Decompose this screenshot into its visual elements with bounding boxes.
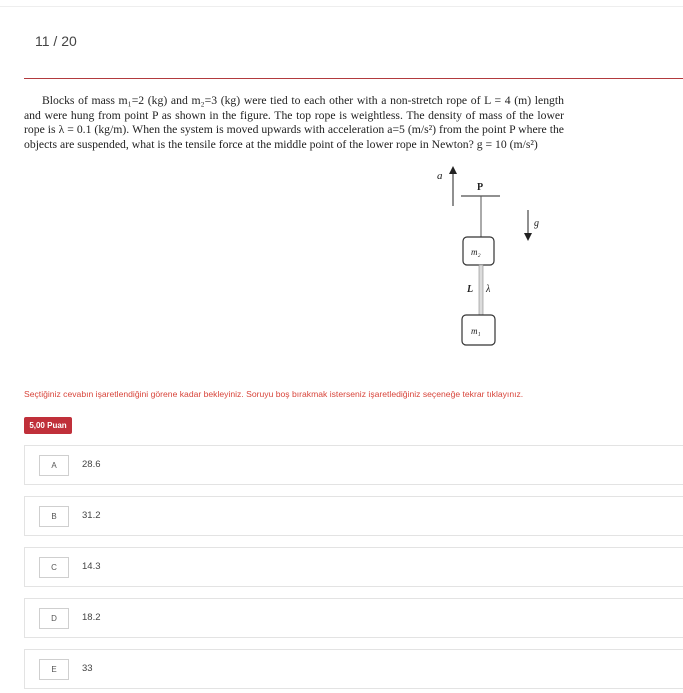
option-letter-box[interactable]: D: [39, 608, 69, 629]
option-a[interactable]: [24, 445, 683, 485]
rope-diagram: [428, 166, 558, 356]
question-paragraph: Blocks of mass m₁=2 (kg) and m₂=3 (kg) were tied to each other with a non-stretch rope of L = 4 (m) length and were hung from point P as shown in the figure. The top rope is weightless. The density of mass of the lower rope is λ = 0.1 (kg/m). When the system is moved upwards with acceleration a=5 (m/s²) from the point P where the objects are suspended, what is the tensile force at the middle point of the lower rope in Newton? g = 10 (m/s²): [24, 94, 564, 151]
option-letter-box[interactable]: E: [39, 659, 69, 680]
option-d[interactable]: [24, 598, 683, 638]
option-value: 31.2: [82, 510, 101, 521]
question-counter: 11 / 20: [35, 33, 77, 49]
header-divider: [24, 78, 683, 79]
lower-rope: [479, 265, 483, 315]
option-letter-box[interactable]: B: [39, 506, 69, 527]
option-b[interactable]: [24, 496, 683, 536]
option-value: 14.3: [82, 561, 101, 572]
option-value: 28.6: [82, 459, 101, 470]
option-value: 33: [82, 663, 93, 674]
gravity-arrowhead: [524, 233, 532, 241]
option-letter-box[interactable]: A: [39, 455, 69, 476]
option-c[interactable]: [24, 547, 683, 587]
acceleration-label: a⃗: [437, 170, 452, 182]
gravity-label: g⃗: [534, 218, 547, 229]
option-letter-box[interactable]: C: [39, 557, 69, 578]
top-border: [0, 6, 683, 7]
question-text: [24, 94, 564, 152]
density-label: λ: [486, 284, 491, 295]
physics-figure: [428, 166, 558, 356]
instruction-notice: Seçtiğiniz cevabın işaretlendiğini görene kadar bekleyiniz. Soruyu boş bırakmak isterseniz işaretlediğiniz seçeneğe tekrar tıklayınız.: [24, 389, 524, 399]
points-badge: 5,00 Puan: [24, 417, 72, 434]
block-m2-label: m₂: [471, 247, 481, 257]
option-e[interactable]: [24, 649, 683, 689]
option-value: 18.2: [82, 612, 101, 623]
block-m1-label: m₁: [471, 326, 481, 336]
length-label: L: [467, 284, 474, 295]
point-p-label: P: [477, 182, 484, 193]
